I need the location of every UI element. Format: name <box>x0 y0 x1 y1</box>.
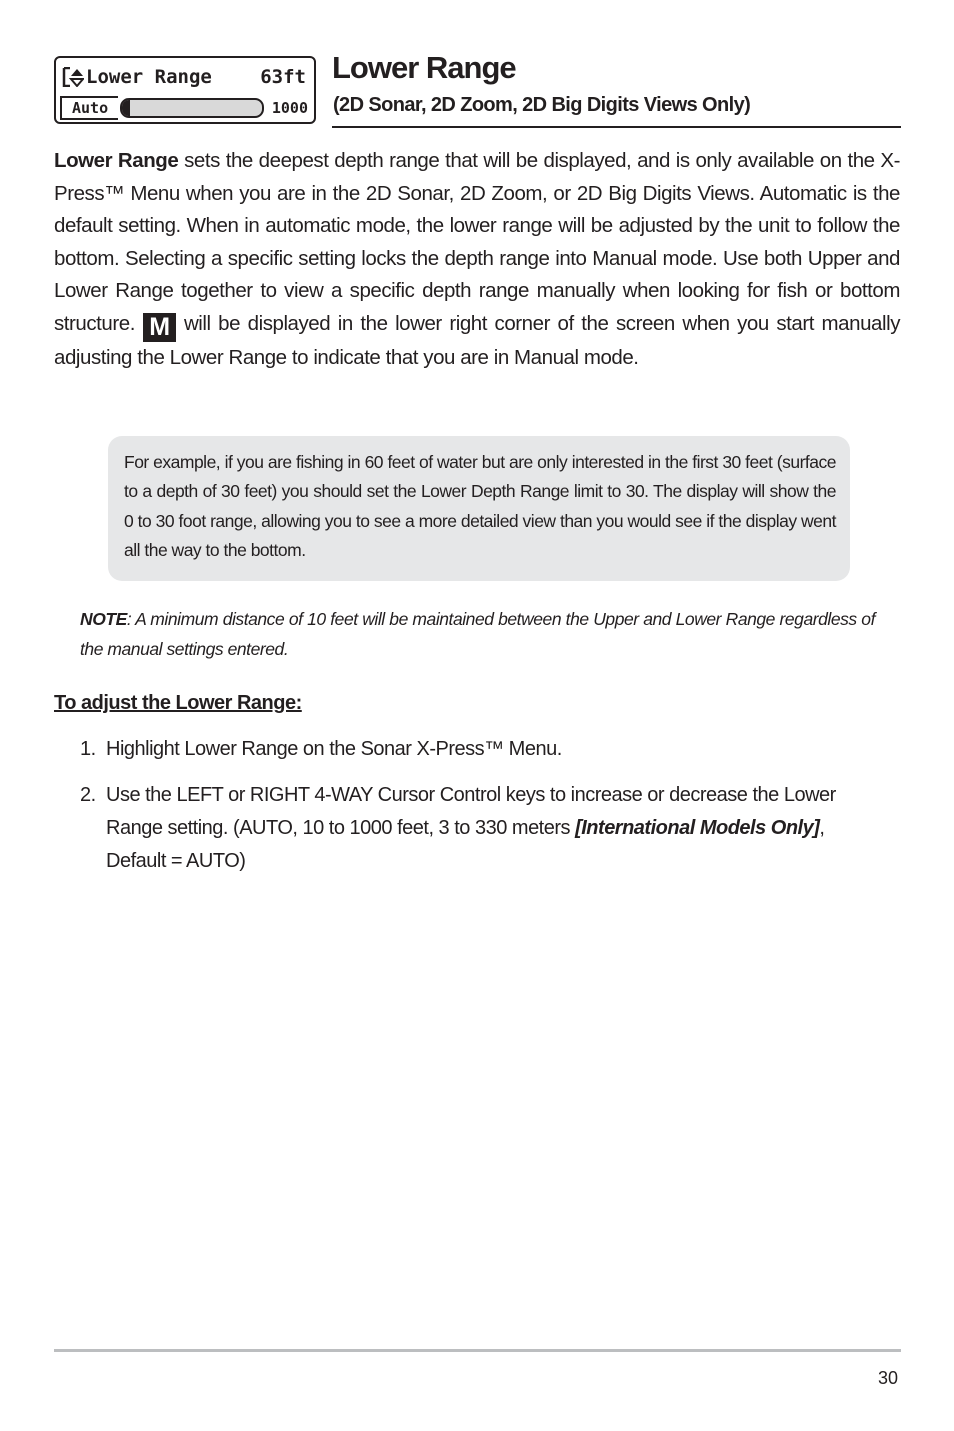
intro-paragraph <box>54 145 900 374</box>
step-text-emphasis: [International Models Only] <box>575 817 820 839</box>
page-number: 30 <box>877 1368 898 1388</box>
updown-arrows-icon <box>62 67 84 87</box>
step-text: Highlight Lower Range on the Sonar X-Press™ Menu. <box>106 738 562 760</box>
intro-lead: Lower Range <box>54 149 179 172</box>
step-text-before: Use the LEFT or RIGHT 4-WAY Cursor Control keys to increase or decrease the Lower Range setting. (AUTO, 10 to 1000 feet, 3 to 330 meters <box>106 784 836 839</box>
note-paragraph <box>80 604 875 664</box>
range-slider-fill <box>122 100 130 116</box>
menu-item-current-value: 63ft <box>260 66 306 88</box>
step-number: 1. <box>80 738 96 760</box>
steps-heading: To adjust the Lower Range: <box>54 692 302 714</box>
footer-divider <box>54 1349 901 1352</box>
manual-mode-badge-icon: M <box>143 313 176 342</box>
auto-mode-label[interactable]: Auto <box>60 96 118 120</box>
menu-item-slider-row <box>60 96 308 120</box>
step-text-after: , Default = AUTO) <box>106 817 825 872</box>
intro-text-2: will be displayed in the lower right corner of the screen when you start manually adjusting the Lower Range to indicate that you are in Manual mode. <box>54 311 900 369</box>
title-divider <box>332 126 901 128</box>
range-max-value: 1000 <box>271 99 308 117</box>
lower-range-menu-item[interactable] <box>54 56 316 124</box>
menu-item-header <box>62 64 306 90</box>
step-number: 2. <box>80 784 96 806</box>
page-title: Lower Range <box>332 50 516 85</box>
example-text: For example, if you are fishing in 60 feet of water but are only interested in the first 30 feet (surface to a depth of 30 feet) you should set the Lower Depth Range limit to 30. The display will show the 0 to 30 foot range, allowing you to see a more detailed view than you would see if the display went all the way to the bottom. <box>124 452 836 560</box>
intro-text-1: sets the deepest depth range that will be displayed, and is only available on the X-Press™ Menu when you are in the 2D Sonar, 2D Zoom, or 2D Big Digits Views. Automatic is the default setting. When in automatic mode, the lower range will be adjusted by the unit to follow the bottom. Selecting a specific setting locks the depth range into Manual mode. Use both Upper and Lower Range together to view a specific depth range manually when looking for fish or bottom structure. <box>54 149 901 335</box>
page-subtitle: (2D Sonar, 2D Zoom, 2D Big Digits Views Only) <box>333 94 751 116</box>
step-text <box>106 779 886 878</box>
note-lead: NOTE <box>80 609 127 629</box>
range-slider[interactable] <box>120 98 264 118</box>
example-callout <box>108 436 850 581</box>
note-text: : A minimum distance of 10 feet will be maintained between the Upper and Lower Range regardless of the manual settings entered. <box>80 609 875 659</box>
menu-item-label: Lower Range <box>86 66 212 88</box>
